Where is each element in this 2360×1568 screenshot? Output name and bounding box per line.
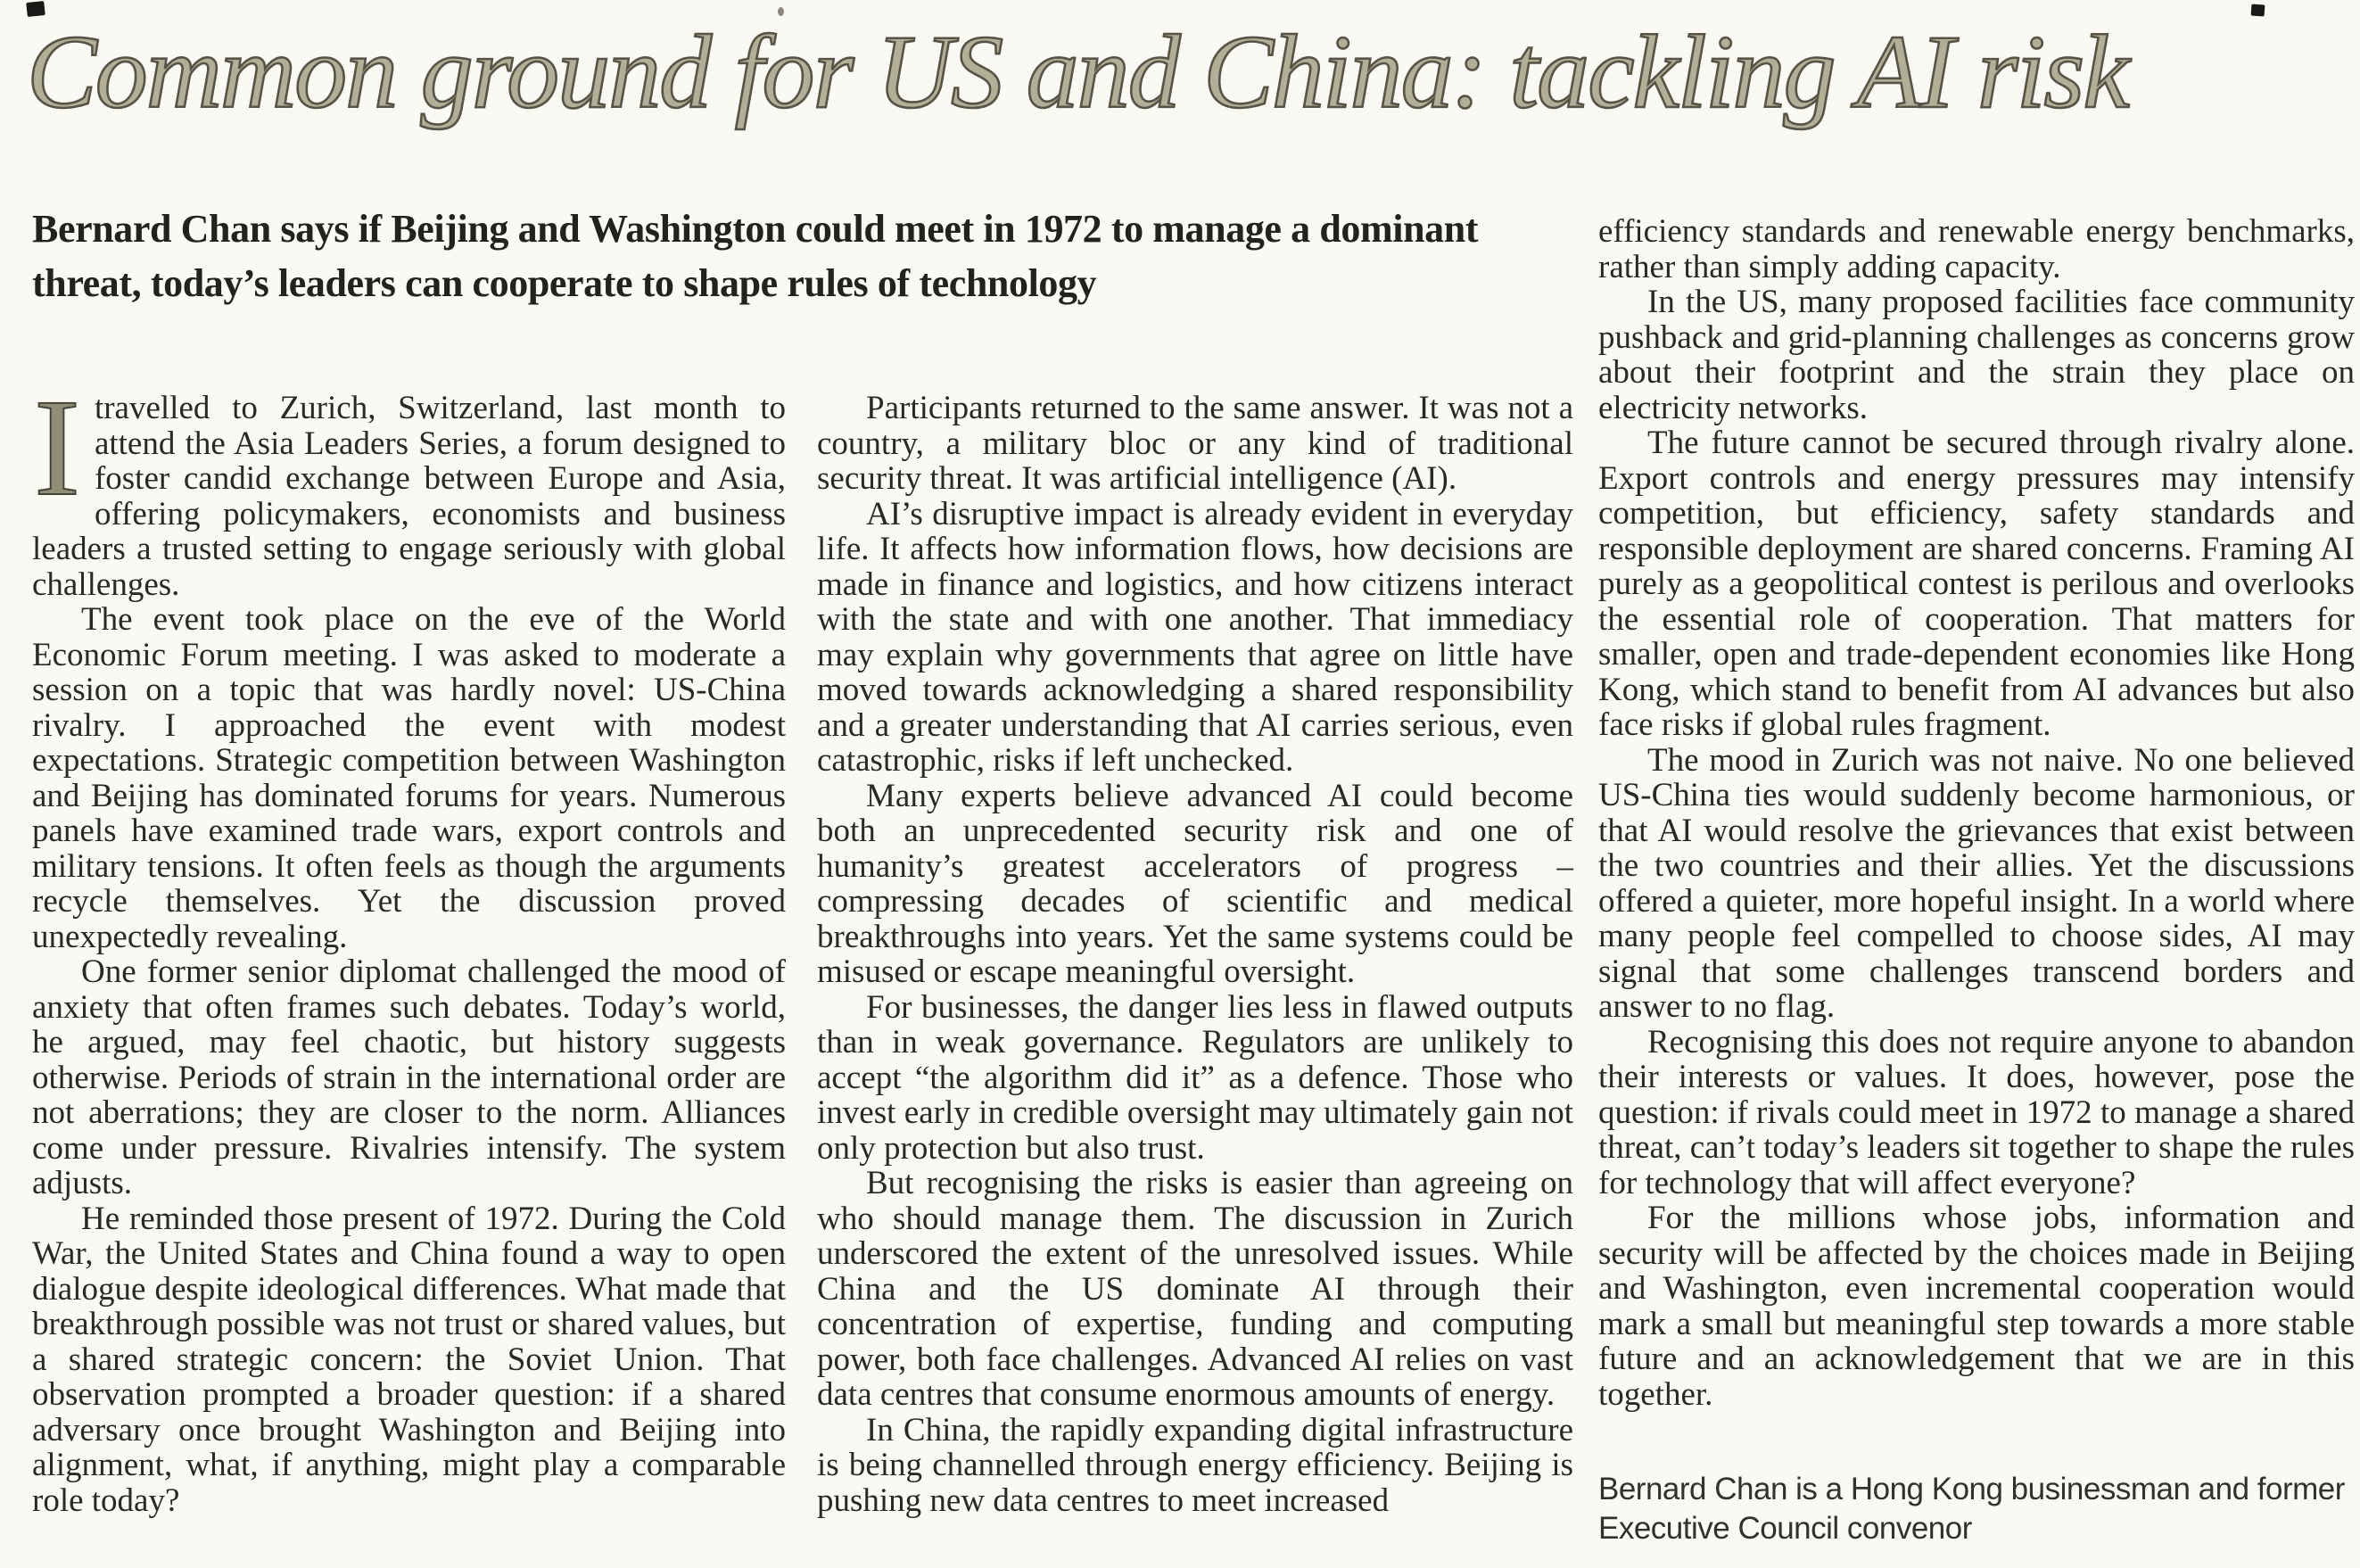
article-column-2: [817, 391, 1573, 1518]
paragraph: Many experts believe advanced AI could become both an unprecedented security risk and one of humanity’s greatest accelerators of progress – compressing decades of scientific and medical breakthroughs into years. Yet the same systems could be misused or escape meaningful oversight.: [817, 777, 1573, 990]
paragraph: One former senior diplomat challenged the mood of anxiety that often frames such debates. Today’s world, he argued, may feel chaotic, but history suggests otherwise. Periods of strain in the international order are not aberrations; they are closer to the norm. Alliances come under pressure. Rivalries intensify. The system adjusts.: [32, 953, 786, 1201]
paragraph: He reminded those present of 1972. During the Cold War, the United States and China found a way to open dialogue despite ideological differences. What made that breakthrough possible was not trust or shared values, but a shared strategic concern: the Soviet Union. That observation prompted a broader question: if a shared adversary once brought Washington and Beijing into alignment, what, if anything, might play a comparable role today?: [32, 1200, 786, 1519]
drop-cap: I: [34, 370, 80, 524]
paragraph: But recognising the risks is easier than agreeing on who should manage them. The discussion in Zurich underscored the extent of the unresolved issues. While China and the US dominate AI through their concentration of expertise, funding and computing power, both face challenges. Advanced AI relies on vast data centres that consume enormous amounts of energy.: [817, 1165, 1573, 1413]
paragraph: For businesses, the danger lies less in flawed outputs than in weak governance. Regulators are unlikely to accept “the algorithm did it” as a defence. Those who invest early in credible oversight may ultimately gain not only protection but also trust.: [817, 988, 1573, 1167]
paragraph: The mood in Zurich was not naive. No one believed US-China ties would suddenly become harmonious, or that AI would resolve the grievances that exist between the two countries and their allies. Yet the discussions offered a quieter, more hopeful insight. In a world where many people feel compelled to choose sides, AI may signal that some challenges transcend borders and answer to no flag.: [1598, 741, 2355, 1025]
paragraph: Recognising this does not require anyone to abandon their interests or values. It does, however, pose the question: if rivals could meet in 1972 to manage a shared threat, can’t today’s leaders sit together to shape the rules for technology that will affect everyone?: [1598, 1023, 2355, 1201]
paragraph-text: travelled to Zurich, Switzerland, last month to attend the Asia Leaders Series, a forum designed to foster candid exchange between Europe and Asia, offering policymakers, economists and business leaders a trusted setting to engage seriously with global challenges.: [32, 390, 786, 603]
article-column-1: [32, 370, 786, 1519]
paragraph: In the US, many proposed facilities face community pushback and grid-planning challenges as concerns grow about their footprint and the strain they place on electricity networks.: [1598, 284, 2355, 426]
paragraph: For the millions whose jobs, information and security will be affected by the choices made in Beijing and Washington, even incremental cooperation would mark a small but meaningful step towards a more stable future and an acknowledgement that we are in this together.: [1598, 1200, 2355, 1413]
paragraph: [32, 370, 786, 603]
article-column-3: [1598, 214, 2355, 1412]
paragraph: The future cannot be secured through rivalry alone. Export controls and energy pressures may intensify competition, but efficiency, safety standards and responsible deployment are shared concerns. Framing AI purely as a geopolitical contest is perilous and overlooks the essential role of cooperation. That matters for smaller, open and trade-dependent economies like Hong Kong, which stand to benefit from AI advances but also face risks if global rules fragment.: [1598, 425, 2355, 743]
paragraph: AI’s disruptive impact is already evident in everyday life. It affects how information flows, how decisions are made in finance and logistics, and how citizens interact with the state and with one another. That immediacy may explain why governments that agree on little have moved towards acknowledging a shared responsibility and a greater understanding that AI carries serious, even catastrophic, risks if left unchecked.: [817, 495, 1573, 779]
paragraph: Participants returned to the same answer. It was not a country, a military bloc or any kind of traditional security threat. It was artificial intelligence (AI).: [817, 390, 1573, 497]
paragraph-continuation: efficiency standards and renewable energy benchmarks, rather than simply adding capacity.: [1598, 213, 2355, 285]
headline: Common ground for US and China: tackling AI risk: [27, 13, 2128, 130]
byline: Bernard Chan is a Hong Kong businessman and former Executive Council convenor: [1598, 1472, 2345, 1546]
paragraph: In China, the rapidly expanding digital infrastructure is being channelled through energy efficiency. Beijing is pushing new data centres to meet increased: [817, 1411, 1573, 1519]
standfirst: Bernard Chan says if Beijing and Washington could meet in 1972 to manage a dominant threat, today’s leaders can cooperate to shape rules of technology: [32, 207, 1479, 305]
paragraph: The event took place on the eve of the World Economic Forum meeting. I was asked to moderate a session on a topic that was hardly novel: US-China rivalry. I approached the event with modest expectations. Strategic competition between Washington and Beijing has dominated forums for years. Numerous panels have examined trade wars, export controls and military tensions. It often feels as though the arguments recycle themselves. Yet the discussion proved unexpectedly revealing.: [32, 601, 786, 955]
